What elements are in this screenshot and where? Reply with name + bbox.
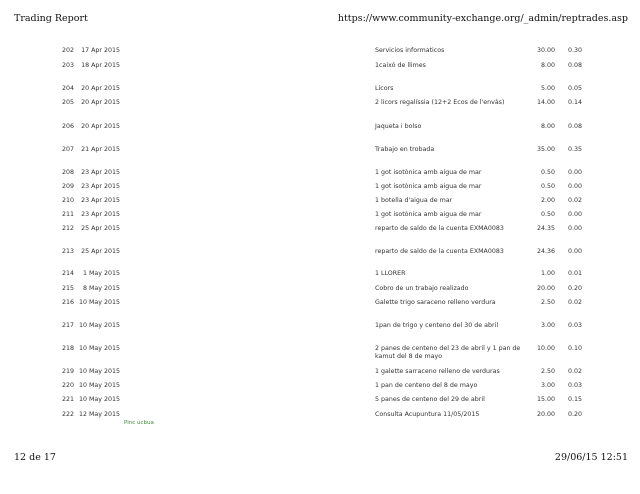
trade-id: 209 [61,183,74,190]
trade-id: 217 [61,322,74,329]
trade-id: 220 [61,382,74,389]
report-title: Trading Report [14,13,88,24]
trade-date: 20 Apr 2015 [81,85,120,92]
trade-amount: 3.00 [540,322,555,329]
trade-id: 218 [61,345,74,352]
trade-description: Galette trigo saraceno relleno verdura [375,299,496,306]
trade-fee: 0.03 [567,322,582,329]
trade-fee: 0.01 [567,270,582,277]
trade-amount: 15.00 [536,396,555,403]
trade-date: 18 Apr 2015 [81,62,120,69]
trade-id: 205 [61,99,74,106]
trade-date: 10 May 2015 [78,322,120,329]
trade-fee: 0.00 [567,225,582,232]
trade-fee: 0.20 [567,411,582,418]
trade-date: 8 May 2015 [82,285,120,292]
trade-date: 21 Apr 2015 [81,146,120,153]
trade-amount: 2.00 [540,197,555,204]
trade-id: 202 [61,47,74,54]
trade-amount: 20.00 [536,285,555,292]
trade-fee: 0.05 [567,85,582,92]
trade-description: 1 got isotònica amb aigua de mar [375,211,482,218]
trade-id: 207 [61,146,74,153]
trade-description: reparto de saldo de la cuenta EXMA0083 [375,248,504,255]
trade-amount: 5.00 [540,85,555,92]
trade-description: 1 pan de centeno del 8 de mayo [375,382,478,389]
trade-id: 206 [61,123,74,130]
trade-id: 204 [61,85,74,92]
trade-id: 219 [61,368,74,375]
trade-description: reparto de saldo de la cuenta EXMA0083 [375,225,504,232]
trade-amount: 10.00 [536,345,555,352]
trade-date: 17 Apr 2015 [81,47,120,54]
trade-amount: 0.50 [540,169,555,176]
trade-fee: 0.03 [567,382,582,389]
trade-date: 23 Apr 2015 [81,183,120,190]
trade-description: 1 botella d'aigua de mar [375,197,453,204]
trade-id: 221 [61,396,74,403]
trade-fee: 0.02 [567,197,582,204]
trade-date: 25 Apr 2015 [81,225,120,232]
page-number: 12 de 17 [14,452,56,463]
trade-id: 212 [61,225,74,232]
trade-description: 1 got isotònica amb aigua de mar [375,183,482,190]
trade-fee: 0.00 [567,169,582,176]
trade-date: 20 Apr 2015 [81,123,120,130]
trade-fee: 0.02 [567,368,582,375]
trade-amount: 8.00 [540,62,555,69]
trade-amount: 0.50 [540,211,555,218]
trade-date: 23 Apr 2015 [81,169,120,176]
trade-date: 10 May 2015 [78,368,120,375]
stray-text: Pinc ucbua [124,420,154,426]
trade-fee: 0.00 [567,211,582,218]
trade-description: Licors [375,85,394,92]
trade-date: 10 May 2015 [78,299,120,306]
trade-date: 23 Apr 2015 [81,211,120,218]
trade-amount: 2.50 [540,299,555,306]
trade-description: Cobro de un trabajo realizado [375,285,469,292]
trade-description: 1 got isotònica amb aigua de mar [375,169,482,176]
trade-fee: 0.20 [567,285,582,292]
trade-description: 1 LLORER [375,270,406,277]
trade-amount: 0.50 [540,183,555,190]
trade-id: 216 [61,299,74,306]
trade-amount: 3.00 [540,382,555,389]
trade-description: 5 panes de centeno del 29 de abril [375,396,485,403]
trade-id: 210 [61,197,74,204]
trade-date: 23 Apr 2015 [81,197,120,204]
trade-amount: 20.00 [536,411,555,418]
trade-id: 215 [61,285,74,292]
trade-amount: 35.00 [536,146,555,153]
trade-fee: 0.08 [567,62,582,69]
trade-date: 25 Apr 2015 [81,248,120,255]
trade-description: Trabajo en trobada [375,146,435,153]
trade-fee: 0.15 [567,396,582,403]
trade-fee: 0.35 [567,146,582,153]
trade-fee: 0.14 [567,99,582,106]
trade-amount: 14.00 [536,99,555,106]
trade-description: 2 licors regalíssia (12+2 Ecos de l'envàs) [375,99,505,106]
trade-date: 10 May 2015 [78,382,120,389]
trade-fee: 0.00 [567,248,582,255]
trade-fee: 0.00 [567,183,582,190]
trade-fee: 0.02 [567,299,582,306]
trade-date: 10 May 2015 [78,345,120,352]
trade-date: 12 May 2015 [78,411,120,418]
trade-amount: 1.00 [540,270,555,277]
trade-id: 222 [61,411,74,418]
trade-amount: 2.50 [540,368,555,375]
trade-amount: 24.35 [536,225,555,232]
trade-description: Servicios informaticos [375,47,445,54]
trade-fee: 0.10 [567,345,582,352]
trade-id: 211 [61,211,74,218]
trade-fee: 0.08 [567,123,582,130]
trade-description: 1pan de trigo y centeno del 30 de abril [375,322,499,329]
trade-id: 208 [61,169,74,176]
trade-date: 20 Apr 2015 [81,99,120,106]
trade-date: 10 May 2015 [78,396,120,403]
trade-id: 203 [61,62,74,69]
trade-amount: 30.00 [536,47,555,54]
trade-description: Consulta Acupuntura 11/05/2015 [375,411,480,418]
trade-id: 213 [61,248,74,255]
trade-amount: 24.36 [536,248,555,255]
trade-id: 214 [61,270,74,277]
trade-description: 1caixó de llimes [375,62,426,69]
trade-fee: 0.30 [567,47,582,54]
trade-amount: 8.00 [540,123,555,130]
trade-description: 2 panes de centeno del 23 de abril y 1 pan de kamut del 8 de mayo [375,345,521,360]
trade-description: 1 galette sarraceno relleno de verduras [375,368,500,375]
print-datetime: 29/06/15 12:51 [554,452,628,463]
trade-date: 1 May 2015 [82,270,120,277]
page-url[interactable]: https://www.community-exchange.org/_admin/reptrades.asp [337,13,628,24]
trade-description: Jaqueta i bolso [375,123,422,130]
